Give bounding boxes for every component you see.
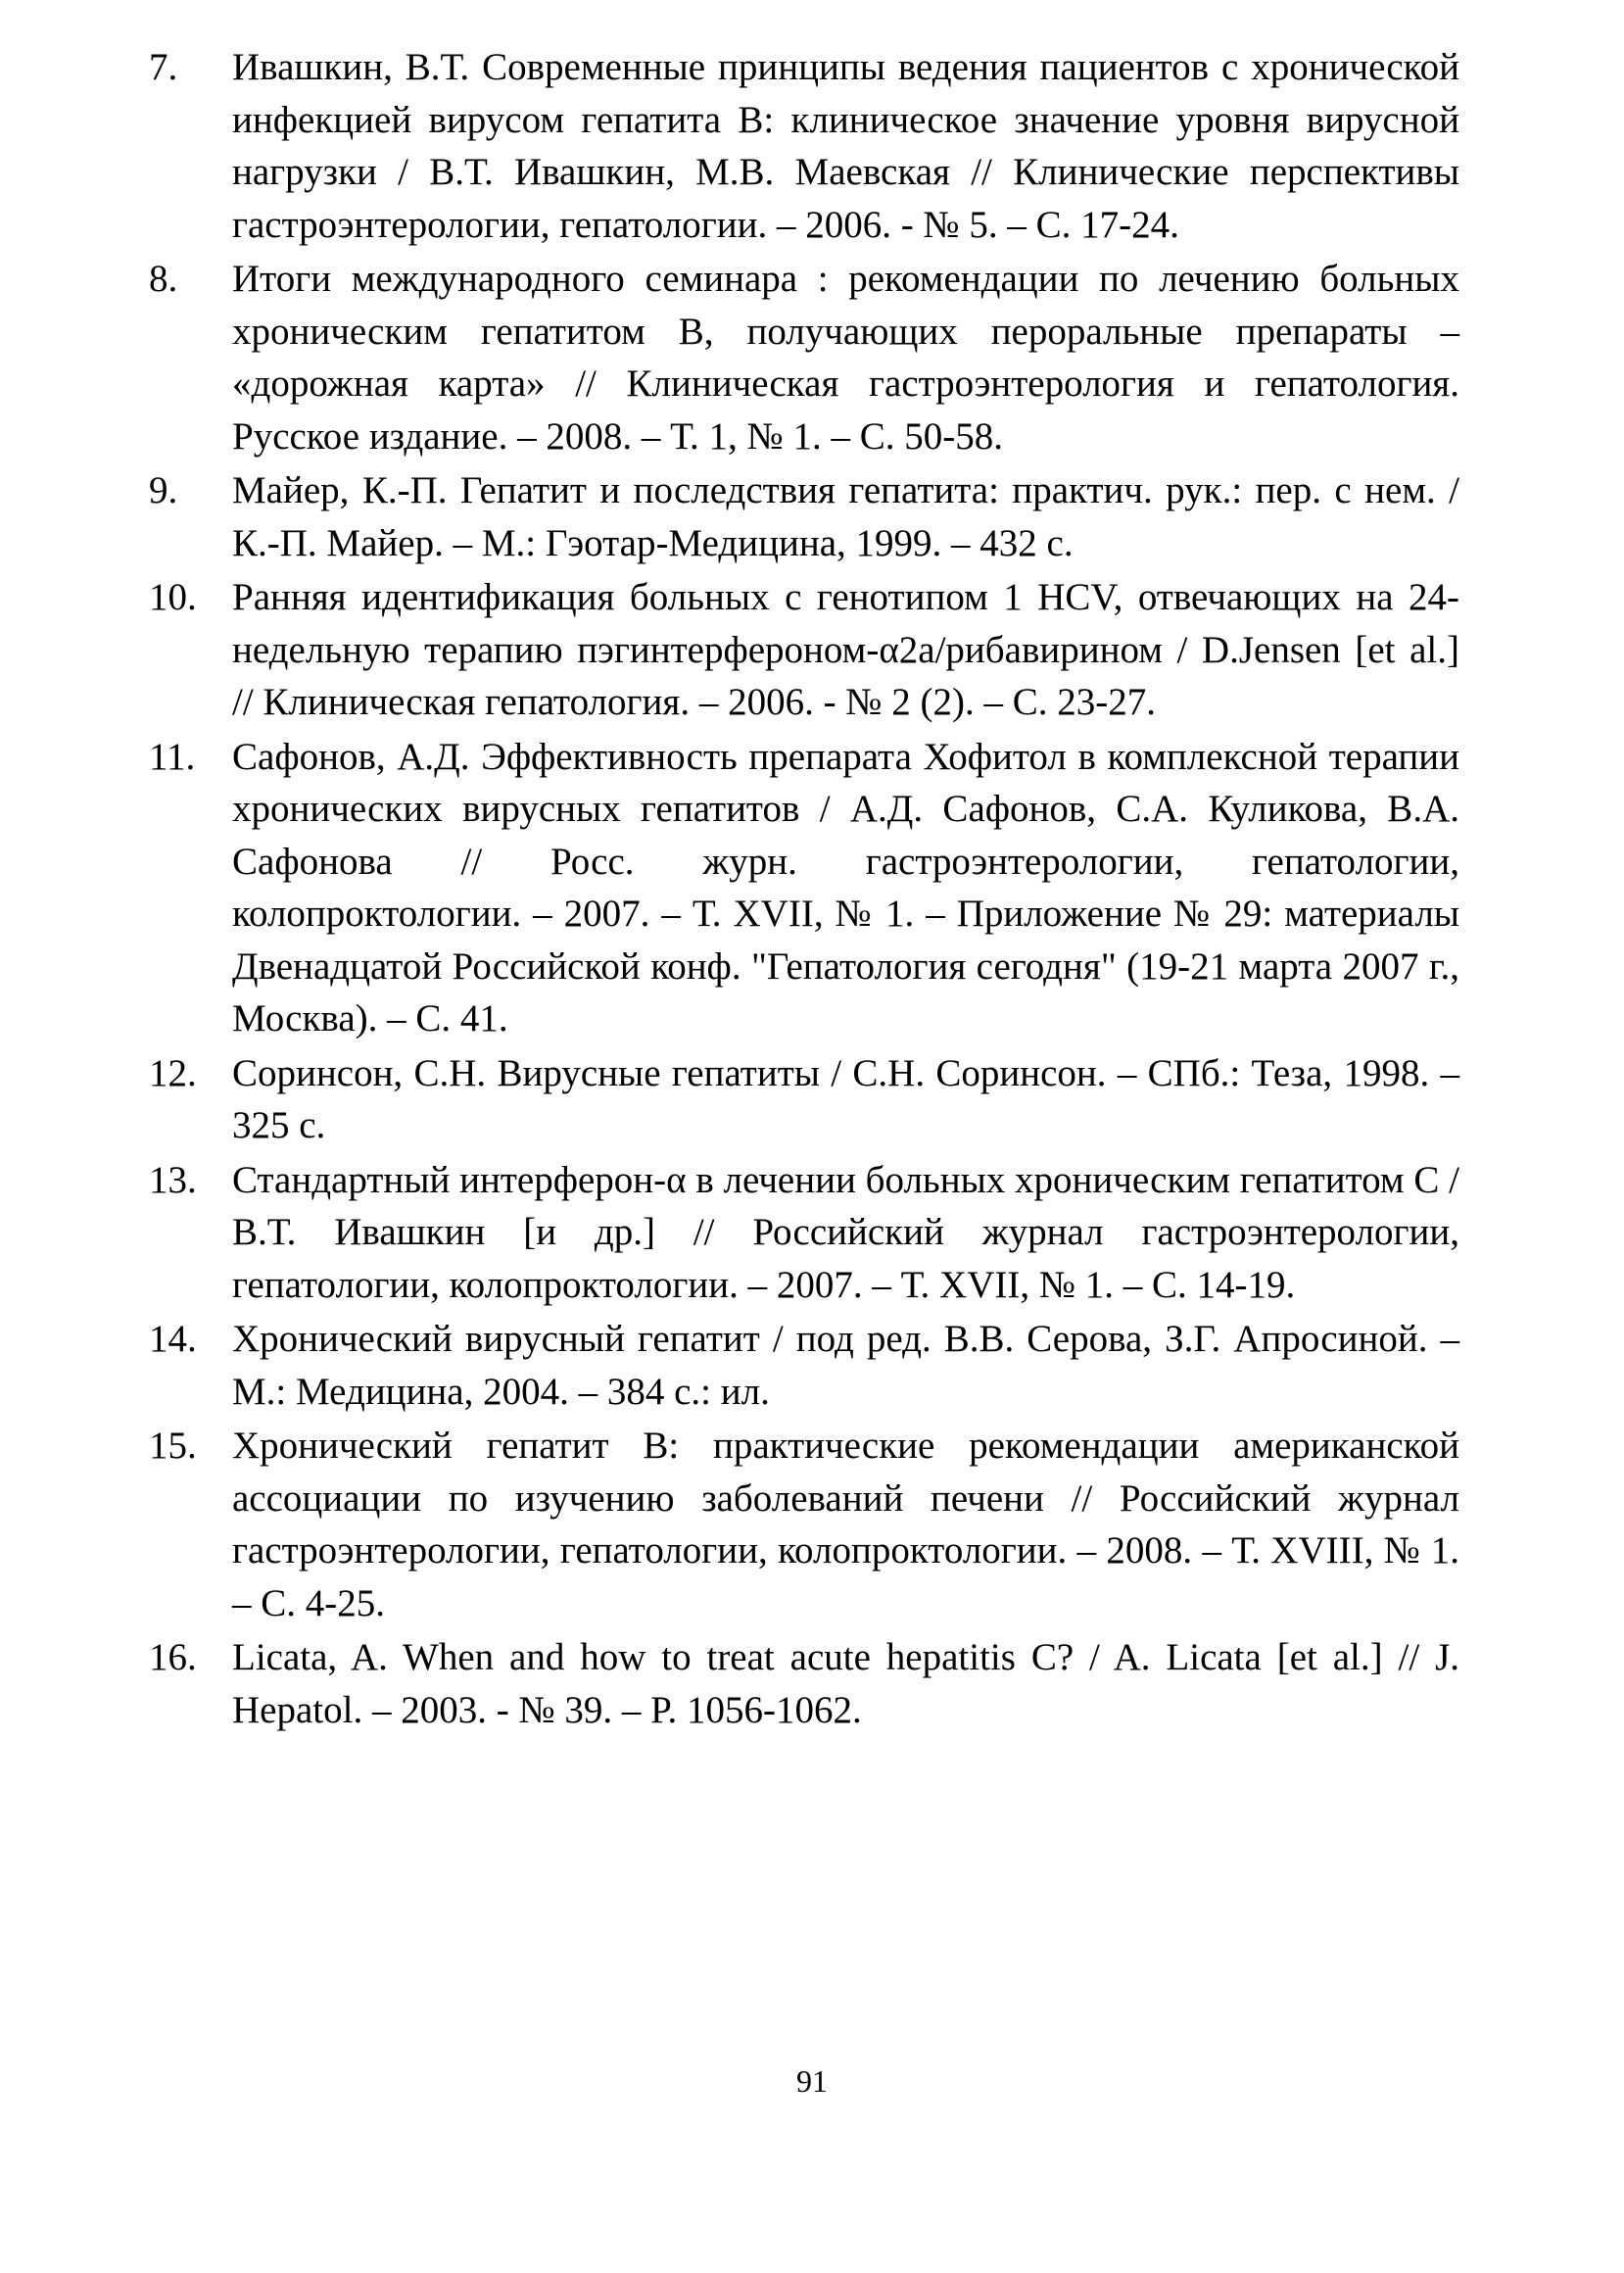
reference-list: [149, 41, 1459, 1738]
reference-item: [149, 571, 1459, 729]
reference-item: [149, 1631, 1459, 1736]
reference-number: 14.: [149, 1318, 197, 1360]
reference-text: Хронический гепатит В: практические рекомендации американской ассоциации по изучению заболеваний печени // Российский журнал гастроэнтерологии, гепатологии, колопроктологии. – 2008. – Т. XVIII, № 1. – С. 4-25.: [232, 1425, 1459, 1624]
reference-item: [149, 1047, 1459, 1152]
reference-number: 7.: [149, 46, 178, 88]
reference-number: 12.: [149, 1051, 197, 1094]
reference-item: [149, 253, 1459, 462]
page-number: 91: [796, 2063, 828, 2099]
reference-text: Майер, К.-П. Гепатит и последствия гепатита: практич. рук.: пер. с нем. / К.-П. Майер. – М.: Гэотар-Медицина, 1999. – 432 с.: [232, 469, 1459, 564]
reference-item: [149, 731, 1459, 1045]
reference-text: Соринсон, С.Н. Вирусные гепатиты / С.Н. Соринсон. – СПб.: Теза, 1998. – 325 с.: [232, 1051, 1459, 1146]
reference-number: 15.: [149, 1425, 197, 1467]
reference-text: Сафонов, А.Д. Эффективность препарата Хофитол в комплексной терапии хронических вирусных гепатитов / А.Д. Сафонов, С.А. Куликова, В.А. Сафонова // Росс. журн. гастроэнтерологии, гепатологии, колопроктологии. – 2007. – Т. XVII, № 1. – Приложение № 29: материалы Двенадцатой Российской конф. "Гепатология сегодня" (19-21 марта 2007 г., Москва). – С. 41.: [232, 735, 1459, 1040]
reference-item: [149, 41, 1459, 251]
reference-number: 11.: [149, 735, 196, 778]
reference-text: Ивашкин, В.Т. Современные принципы ведения пациентов с хронической инфекцией вирусом гепатита В: клиническое значение уровня вирусной нагрузки / В.Т. Ивашкин, М.В. Маевская // Клинические перспективы гастроэнтерологии, гепатологии. – 2006. - № 5. – С. 17-24.: [232, 46, 1459, 246]
reference-number: 9.: [149, 469, 178, 511]
reference-text: Licata, A. When and how to treat acute hepatitis C? / A. Licata [et al.] // J. Hepatol. – 2003. - № 39. – P. 1056-1062.: [232, 1636, 1459, 1731]
reference-text: Хронический вирусный гепатит / под ред. В.В. Серова, З.Г. Апросиной. – М.: Медицина, 2004. – 384 с.: ил.: [232, 1318, 1459, 1413]
reference-item: [149, 1313, 1459, 1418]
reference-number: 13.: [149, 1158, 197, 1201]
reference-number: 8.: [149, 258, 178, 300]
reference-number: 16.: [149, 1636, 197, 1678]
reference-item: [149, 464, 1459, 569]
reference-item: [149, 1420, 1459, 1629]
reference-text: Ранняя идентификация больных с генотипом 1 HCV, отвечающих на 24-недельную терапию пэгинтерфероном-α2a/рибавирином / D.Jensen [et al.] // Клиническая гепатология. – 2006. - № 2 (2). – С. 23-27.: [232, 576, 1459, 723]
reference-item: [149, 1154, 1459, 1312]
reference-number: 10.: [149, 576, 197, 618]
reference-text: Стандартный интерферон-α в лечении больных хроническим гепатитом С / В.Т. Ивашкин [и др.] // Российский журнал гастроэнтерологии, гепатологии, колопроктологии. – 2007. – Т. XVII, № 1. – С. 14-19.: [232, 1158, 1459, 1306]
reference-text: Итоги международного семинара : рекомендации по лечению больных хроническим гепатитом В, получающих пероральные препараты – «дорожная карта» // Клиническая гастроэнтерология и гепатология. Русское издание. – 2008. – Т. 1, № 1. – С. 50-58.: [232, 258, 1459, 458]
